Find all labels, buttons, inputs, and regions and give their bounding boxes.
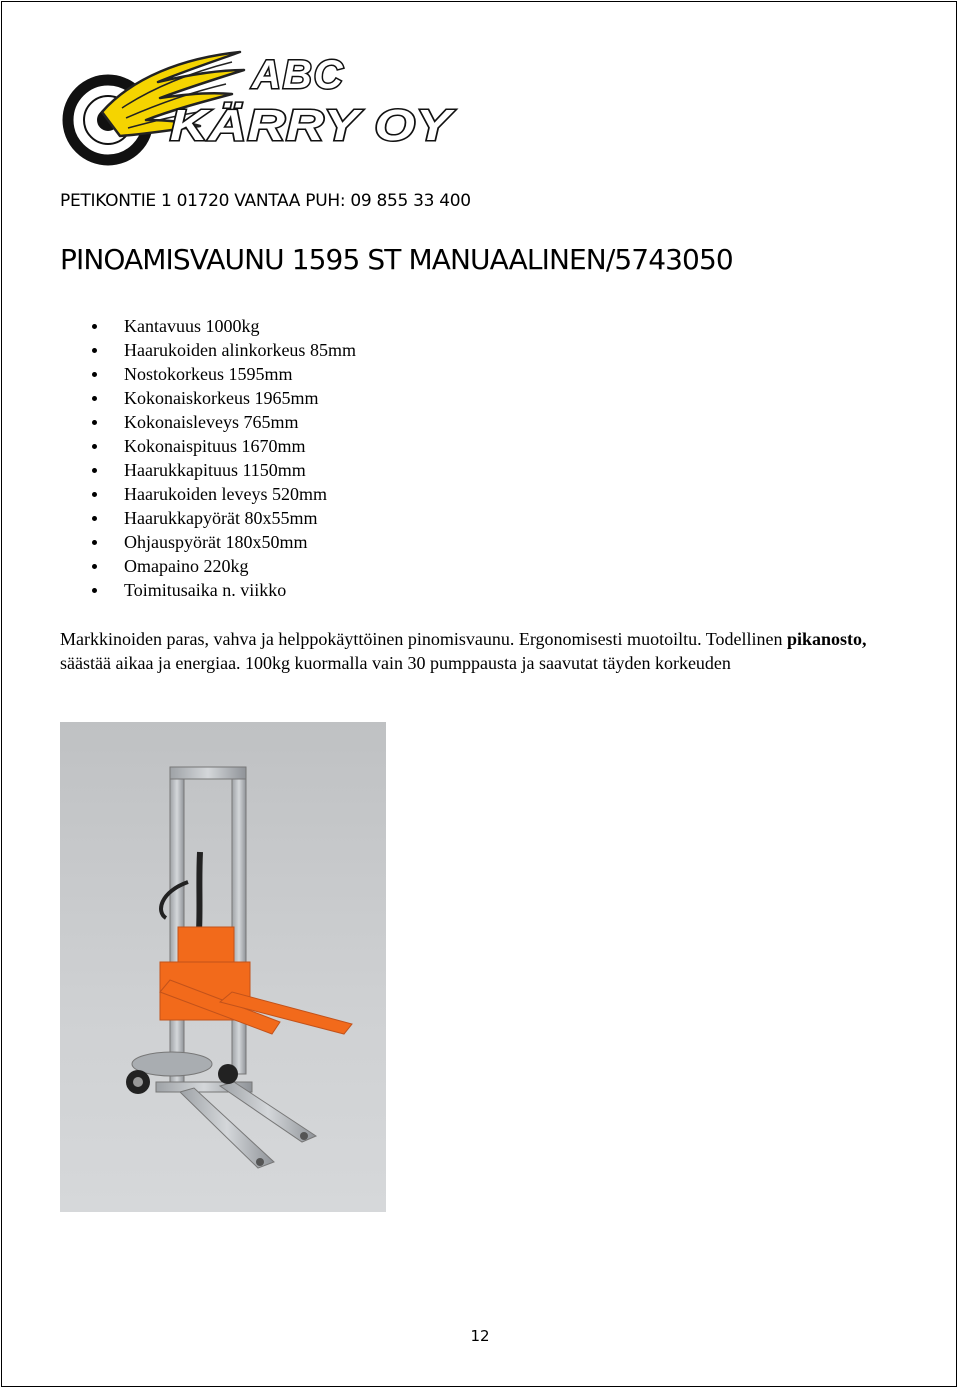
bullet-icon (92, 444, 97, 449)
bullet-icon (92, 420, 97, 425)
bullet-icon (92, 468, 97, 473)
spec-item: Haarukoiden leveys 520mm (62, 482, 356, 506)
spec-item: Toimitusaika n. viikko (62, 578, 356, 602)
contact-info: PETIKONTIE 1 01720 VANTAA PUH: 09 855 33 400 (60, 191, 471, 211)
description-bold: pikanosto, (786, 629, 867, 649)
company-logo (62, 48, 462, 168)
bullet-icon (92, 588, 97, 593)
bullet-icon (92, 492, 97, 497)
document-page (1, 1, 957, 1387)
product-description (60, 627, 920, 675)
spec-item: Nostokorkeus 1595mm (62, 362, 356, 386)
bullet-icon (92, 372, 97, 377)
spec-item: Haarukkapyörät 80x55mm (62, 506, 356, 530)
bullet-icon (92, 516, 97, 521)
logo-line-2: KÄRRY OY (170, 101, 456, 150)
bullet-icon (92, 540, 97, 545)
page-number: 12 (470, 1327, 490, 1345)
spec-item: Haarukoiden alinkorkeus 85mm (62, 338, 356, 362)
description-text-2: säästää aikaa ja energiaa. 100kg kuormalla vain 30 pumppausta ja saavutat täyden korkeuden (60, 653, 731, 673)
bullet-icon (92, 324, 97, 329)
spec-item: Kokonaisleveys 765mm (62, 410, 356, 434)
spec-item: Omapaino 220kg (62, 554, 356, 578)
spec-item: Ohjauspyörät 180x50mm (62, 530, 356, 554)
product-title: PINOAMISVAUNU 1595 ST MANUAALINEN/5743050 (60, 243, 733, 276)
spec-item: Kokonaiskorkeus 1965mm (62, 386, 356, 410)
spec-item: Kantavuus 1000kg (62, 314, 356, 338)
logo-line-1: ABC (252, 53, 345, 97)
bullet-icon (92, 564, 97, 569)
description-text-1: Markkinoiden paras, vahva ja helppokäyttöinen pinomisvaunu. Ergonomisesti muotoiltu. Todellinen (60, 629, 787, 649)
bullet-icon (92, 348, 97, 353)
spec-item: Haarukkapituus 1150mm (62, 458, 356, 482)
spec-item: Kokonaispituus 1670mm (62, 434, 356, 458)
product-photo (60, 722, 386, 1212)
bullet-icon (92, 396, 97, 401)
spec-list (62, 314, 356, 602)
